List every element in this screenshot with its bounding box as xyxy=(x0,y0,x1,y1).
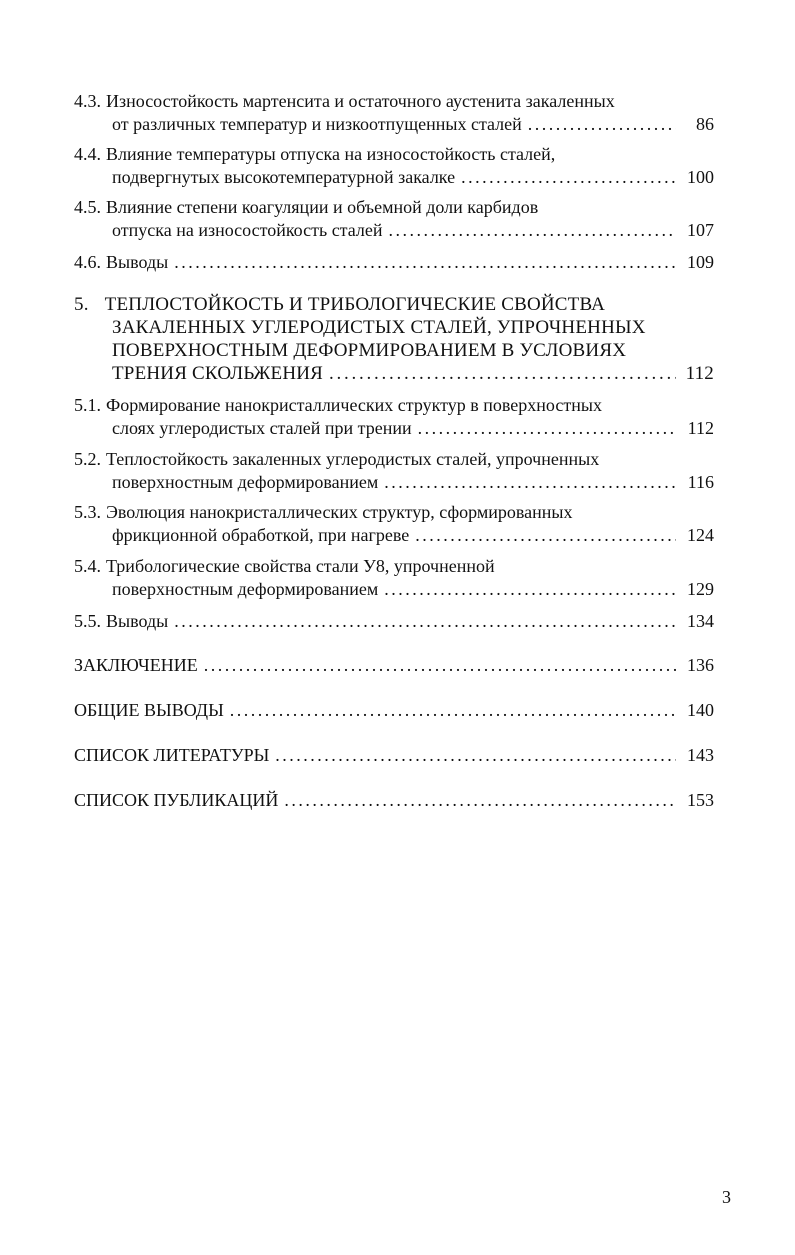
toc-chapter-entry[interactable] xyxy=(74,293,714,385)
toc-entry-title-cont: отпуска на износостойкость сталей xyxy=(112,220,383,240)
dot-leader xyxy=(389,219,676,242)
toc-entry[interactable] xyxy=(74,744,714,767)
dot-leader xyxy=(204,654,676,677)
toc-entry-line xyxy=(74,524,714,547)
toc-page-number: 86 xyxy=(696,114,714,134)
toc-entry-line xyxy=(74,143,714,166)
dot-leader xyxy=(384,578,676,601)
toc-entry[interactable] xyxy=(74,90,714,136)
toc-entry-title-cont: фрикционной обработкой, при нагреве xyxy=(112,525,410,545)
toc-entry-line xyxy=(74,166,714,189)
toc-entry-title: Теплостойкость закаленных углеродистых сталей, упрочненных xyxy=(106,449,600,469)
toc-entry[interactable] xyxy=(74,196,714,242)
dot-leader xyxy=(275,744,676,767)
toc-entry[interactable] xyxy=(74,501,714,547)
toc-entry-title: Выводы xyxy=(106,611,169,631)
dot-leader xyxy=(230,699,676,722)
toc-entry-line xyxy=(74,501,714,524)
toc-entry-number: 4.6. xyxy=(74,252,101,272)
toc-page-number: 124 xyxy=(687,525,714,545)
toc-entry-line xyxy=(74,699,714,722)
toc-entry-title: СПИСОК ЛИТЕРАТУРЫ xyxy=(74,745,270,765)
toc-entry-title: Влияние температуры отпуска на износостойкость сталей, xyxy=(106,144,556,164)
toc-entry-title: ОБЩИЕ ВЫВОДЫ xyxy=(74,700,224,720)
toc-entry-title: Трибологические свойства стали У8, упрочненной xyxy=(106,556,495,576)
toc-entry-line xyxy=(74,316,714,339)
toc-entry-number: 5.3. xyxy=(74,502,101,522)
toc-page-number: 129 xyxy=(687,579,714,599)
toc-entry-title: Формирование нанокристаллических структур в поверхностных xyxy=(106,395,602,415)
toc-entry-line xyxy=(74,555,714,578)
toc-entry[interactable] xyxy=(74,654,714,677)
toc-entry-title: Износостойкость мартенсита и остаточного аустенита закаленных xyxy=(106,91,615,111)
toc-entry-line xyxy=(74,219,714,242)
dot-leader xyxy=(284,789,676,812)
toc-entry-title-cont: слоях углеродистых сталей при трении xyxy=(112,418,412,438)
toc-entry-number: 5. xyxy=(74,294,89,315)
toc-entry-number: 4.5. xyxy=(74,197,101,217)
toc-entry-title: Выводы xyxy=(106,252,169,272)
dot-leader xyxy=(415,524,676,547)
toc-entry-number: 5.2. xyxy=(74,449,101,469)
toc-entry-line xyxy=(74,610,714,633)
toc-entry-title-cont: ТРЕНИЯ СКОЛЬЖЕНИЯ xyxy=(112,363,324,384)
toc-entry-line xyxy=(74,251,714,274)
toc-entry-title-cont: ПОВЕРХНОСТНЫМ ДЕФОРМИРОВАНИЕМ В УСЛОВИЯХ xyxy=(112,340,627,361)
toc-entry[interactable] xyxy=(74,789,714,812)
toc-entry-title: СПИСОК ПУБЛИКАЦИЙ xyxy=(74,790,279,810)
toc-entry[interactable] xyxy=(74,394,714,440)
toc-entry-number: 5.5. xyxy=(74,611,101,631)
dot-leader xyxy=(528,113,676,136)
toc-entry-line xyxy=(74,417,714,440)
toc-entry-title-cont: ЗАКАЛЕННЫХ УГЛЕРОДИСТЫХ СТАЛЕЙ, УПРОЧНЕННЫХ xyxy=(112,317,646,338)
toc-entry[interactable] xyxy=(74,251,714,274)
toc-page-number: 112 xyxy=(685,363,714,384)
toc-entry[interactable] xyxy=(74,610,714,633)
toc-page-number: 107 xyxy=(687,220,714,240)
toc-entry-number: 5.4. xyxy=(74,556,101,576)
toc-entry-title: ТЕПЛОСТОЙКОСТЬ И ТРИБОЛОГИЧЕСКИЕ СВОЙСТВА xyxy=(104,294,606,315)
toc-entry-number: 5.1. xyxy=(74,395,101,415)
dot-leader xyxy=(329,362,676,385)
toc-entry-line xyxy=(74,789,714,812)
toc-entry-title: ЗАКЛЮЧЕНИЕ xyxy=(74,655,198,675)
toc-entry[interactable] xyxy=(74,555,714,601)
dot-leader xyxy=(174,610,676,633)
dot-leader xyxy=(174,251,676,274)
toc-entry[interactable] xyxy=(74,143,714,189)
toc-entry-line xyxy=(74,578,714,601)
toc-entry[interactable] xyxy=(74,699,714,722)
toc-entry[interactable] xyxy=(74,448,714,494)
toc-entry-number: 4.4. xyxy=(74,144,101,164)
toc-entry-title: Эволюция нанокристаллических структур, сформированных xyxy=(106,502,573,522)
toc-page-number: 140 xyxy=(687,700,714,720)
toc-entry-line xyxy=(74,448,714,471)
toc-entry-line xyxy=(74,654,714,677)
toc-page-number: 153 xyxy=(687,790,714,810)
toc-entry-title-cont: поверхностным деформированием xyxy=(112,472,379,492)
toc-page-number: 136 xyxy=(687,655,714,675)
toc-entry-title-cont: от различных температур и низкоотпущенных сталей xyxy=(112,114,522,134)
toc-page-number: 112 xyxy=(687,418,714,438)
toc-entry-line xyxy=(74,744,714,767)
toc-page-number: 100 xyxy=(687,167,714,187)
toc-entry-line xyxy=(74,362,714,385)
toc-page-number: 143 xyxy=(687,745,714,765)
toc-page-number: 134 xyxy=(687,611,714,631)
toc-entry-title-cont: поверхностным деформированием xyxy=(112,579,379,599)
toc-page-number: 109 xyxy=(687,252,714,272)
toc-entry-number: 4.3. xyxy=(74,91,101,111)
dot-leader xyxy=(461,166,676,189)
page-number: 3 xyxy=(722,1187,731,1207)
dot-leader xyxy=(384,471,676,494)
toc-entry-line xyxy=(74,293,714,316)
toc-entry-line xyxy=(74,196,714,219)
toc-entry-line xyxy=(74,90,714,113)
toc-entry-title-cont: подвергнутых высокотемпературной закалке xyxy=(112,167,456,187)
toc-page-number: 116 xyxy=(687,472,714,492)
toc-entry-line xyxy=(74,471,714,494)
toc-entry-line xyxy=(74,113,714,136)
toc-entry-title: Влияние степени коагуляции и объемной доли карбидов xyxy=(106,197,539,217)
toc-entry-line xyxy=(74,339,714,362)
dot-leader xyxy=(418,417,676,440)
toc-entry-line xyxy=(74,394,714,417)
